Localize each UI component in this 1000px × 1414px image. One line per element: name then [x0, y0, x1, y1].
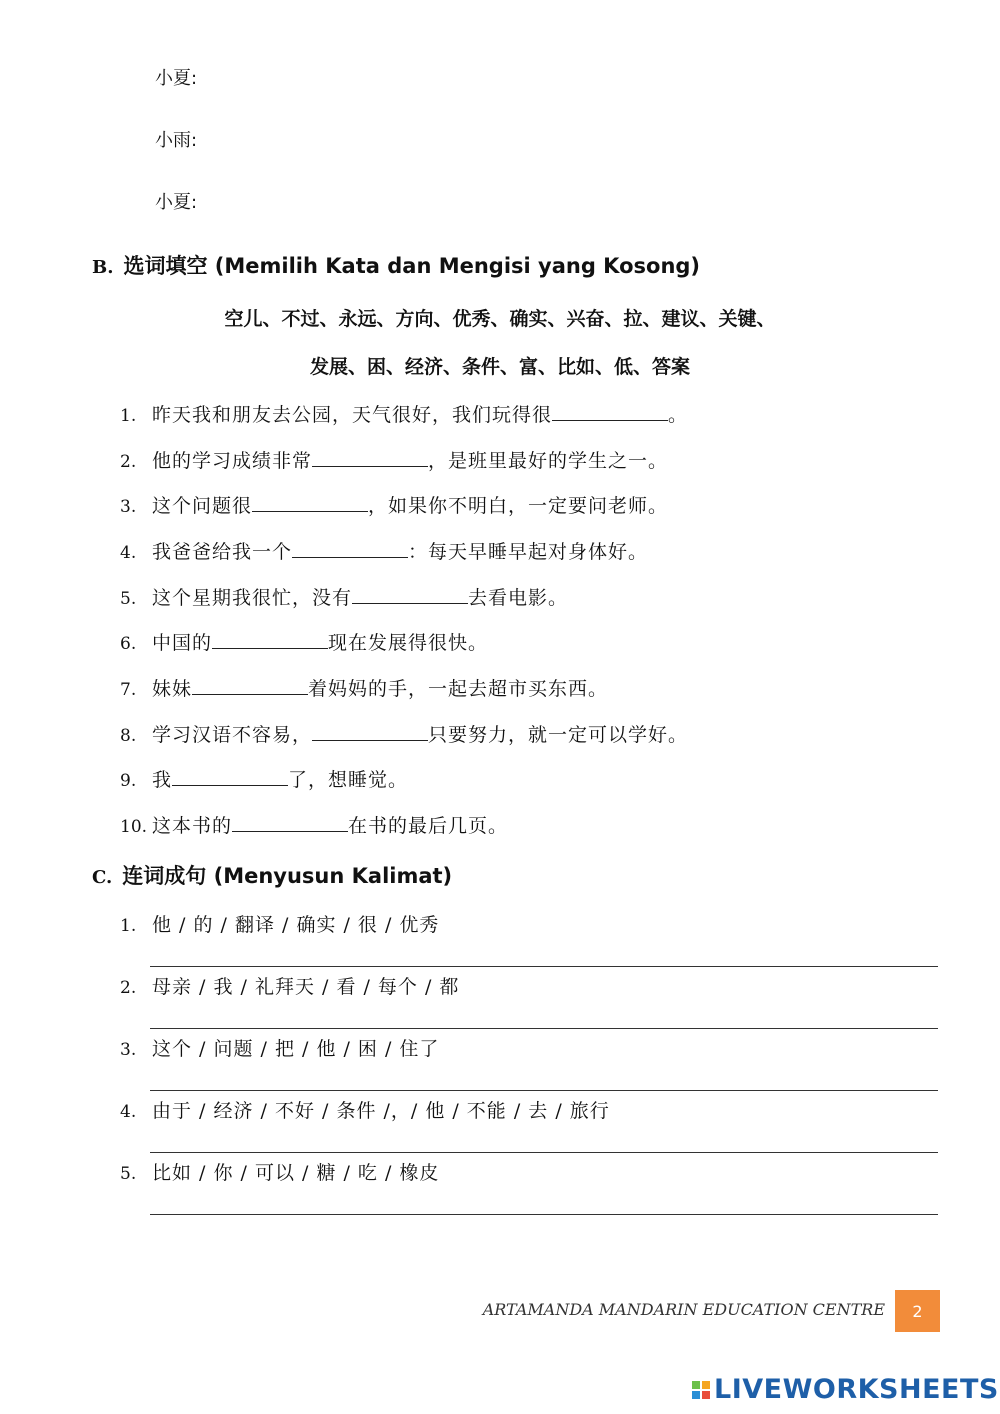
word-bank-line-2: 发展、困、经济、条件、富、比如、低、答案	[309, 356, 690, 378]
answer-blank[interactable]	[312, 448, 428, 467]
answer-line[interactable]	[150, 1090, 938, 1091]
footer-centre-name: ARTAMANDA MANDARIN EDUCATION CENTRE	[482, 1300, 885, 1319]
section-c-letter: C.	[92, 867, 113, 888]
sentence-words: 比如 / 你 / 可以 / 糖 / 吃 / 橡皮	[152, 1162, 440, 1184]
answer-blank[interactable]	[292, 539, 408, 558]
question-row	[120, 765, 408, 792]
brand-name: LIVEWORKSHEETS	[714, 1374, 999, 1405]
question-text-after: 着妈妈的手，一起去超市买东西。	[308, 678, 609, 700]
sentence-number: 5.	[120, 1164, 137, 1184]
question-text-after: ，是班里最好的学生之一。	[428, 450, 669, 472]
question-text-after: ，如果你不明白，一定要问老师。	[368, 495, 669, 517]
question-text-after: 只要努力，就一定可以学好。	[428, 724, 689, 746]
question-text-after: 在书的最后几页。	[348, 815, 509, 837]
question-row	[120, 446, 668, 473]
sentence-words: 母亲 / 我 / 礼拜天 / 看 / 每个 / 都	[152, 976, 460, 998]
answer-blank[interactable]	[352, 585, 468, 604]
sentence-words: 他 / 的 / 翻译 / 确实 / 很 / 优秀	[152, 914, 440, 936]
question-row	[120, 400, 688, 427]
question-number: 2.	[120, 452, 137, 472]
section-b-title: 选词填空 (Memilih Kata dan Mengisi yang Kosong)	[123, 254, 701, 278]
sentence-item	[120, 910, 439, 937]
question-text-after: 去看电影。	[468, 587, 569, 609]
question-text-before: 昨天我和朋友去公园，天气很好，我们玩得很	[152, 404, 553, 426]
question-row	[120, 811, 508, 838]
word-bank-line-1: 空儿、不过、永远、方向、优秀、确实、兴奋、拉、建议、关键、	[224, 308, 776, 330]
question-text-before: 我爸爸给我一个	[152, 541, 293, 563]
page-number-badge: 2	[895, 1290, 940, 1332]
question-row	[120, 491, 668, 518]
question-number: 7.	[120, 680, 137, 700]
sentence-words: 由于 / 经济 / 不好 / 条件 /，/ 他 / 不能 / 去 / 旅行	[152, 1100, 610, 1122]
answer-line[interactable]	[150, 1152, 938, 1153]
section-b-letter: B.	[92, 257, 114, 278]
sentence-item	[120, 1034, 439, 1061]
question-row	[120, 537, 648, 564]
question-row	[120, 720, 688, 747]
answer-blank[interactable]	[192, 676, 308, 695]
question-text-before: 妹妹	[152, 678, 193, 700]
question-text-after: 现在发展得很快。	[328, 632, 489, 654]
question-text-before: 学习汉语不容易，	[152, 724, 313, 746]
answer-blank[interactable]	[172, 767, 288, 786]
section-c-title: 连词成句 (Menyusun Kalimat)	[122, 864, 453, 888]
answer-blank[interactable]	[312, 722, 428, 741]
question-text-before: 中国的	[152, 632, 213, 654]
sentence-item	[120, 972, 459, 999]
question-number: 6.	[120, 634, 137, 654]
question-number: 3.	[120, 497, 137, 517]
section-b-heading	[92, 250, 700, 280]
answer-line[interactable]	[150, 966, 938, 967]
question-number: 5.	[120, 589, 137, 609]
answer-blank[interactable]	[252, 493, 368, 512]
answer-blank[interactable]	[552, 402, 668, 421]
sentence-words: 这个 / 问题 / 把 / 他 / 困 / 住了	[152, 1038, 440, 1060]
question-row	[120, 628, 488, 655]
sentence-item	[120, 1096, 610, 1123]
question-number: 4.	[120, 543, 137, 563]
question-number: 8.	[120, 726, 137, 746]
question-text-before: 这本书的	[152, 815, 233, 837]
question-number: 9.	[120, 771, 137, 791]
question-row	[120, 674, 608, 701]
liveworksheets-logo-icon	[692, 1381, 710, 1399]
question-text-before: 他的学习成绩非常	[152, 450, 313, 472]
liveworksheets-brand[interactable]	[692, 1374, 999, 1405]
answer-line[interactable]	[150, 1028, 938, 1029]
sentence-item	[120, 1158, 439, 1185]
answer-line[interactable]	[150, 1214, 938, 1215]
answer-blank[interactable]	[232, 813, 348, 832]
question-text-before: 这个问题很	[152, 495, 253, 517]
answer-blank[interactable]	[212, 630, 328, 649]
question-number: 10.	[120, 817, 148, 837]
question-text-before: 我	[152, 769, 173, 791]
sentence-number: 2.	[120, 978, 137, 998]
section-c-heading	[92, 860, 452, 890]
question-text-after: ：每天早睡早起对身体好。	[408, 541, 649, 563]
dialogue-speaker-2: 小雨:	[155, 130, 198, 151]
dialogue-speaker-3: 小夏:	[155, 192, 198, 213]
question-row	[120, 583, 568, 610]
question-number: 1.	[120, 406, 137, 426]
question-text-before: 这个星期我很忙，没有	[152, 587, 353, 609]
sentence-number: 4.	[120, 1102, 137, 1122]
question-text-after: 。	[668, 404, 689, 426]
dialogue-speaker-1: 小夏:	[155, 68, 198, 89]
question-text-after: 了，想睡觉。	[288, 769, 409, 791]
sentence-number: 3.	[120, 1040, 137, 1060]
sentence-number: 1.	[120, 916, 137, 936]
